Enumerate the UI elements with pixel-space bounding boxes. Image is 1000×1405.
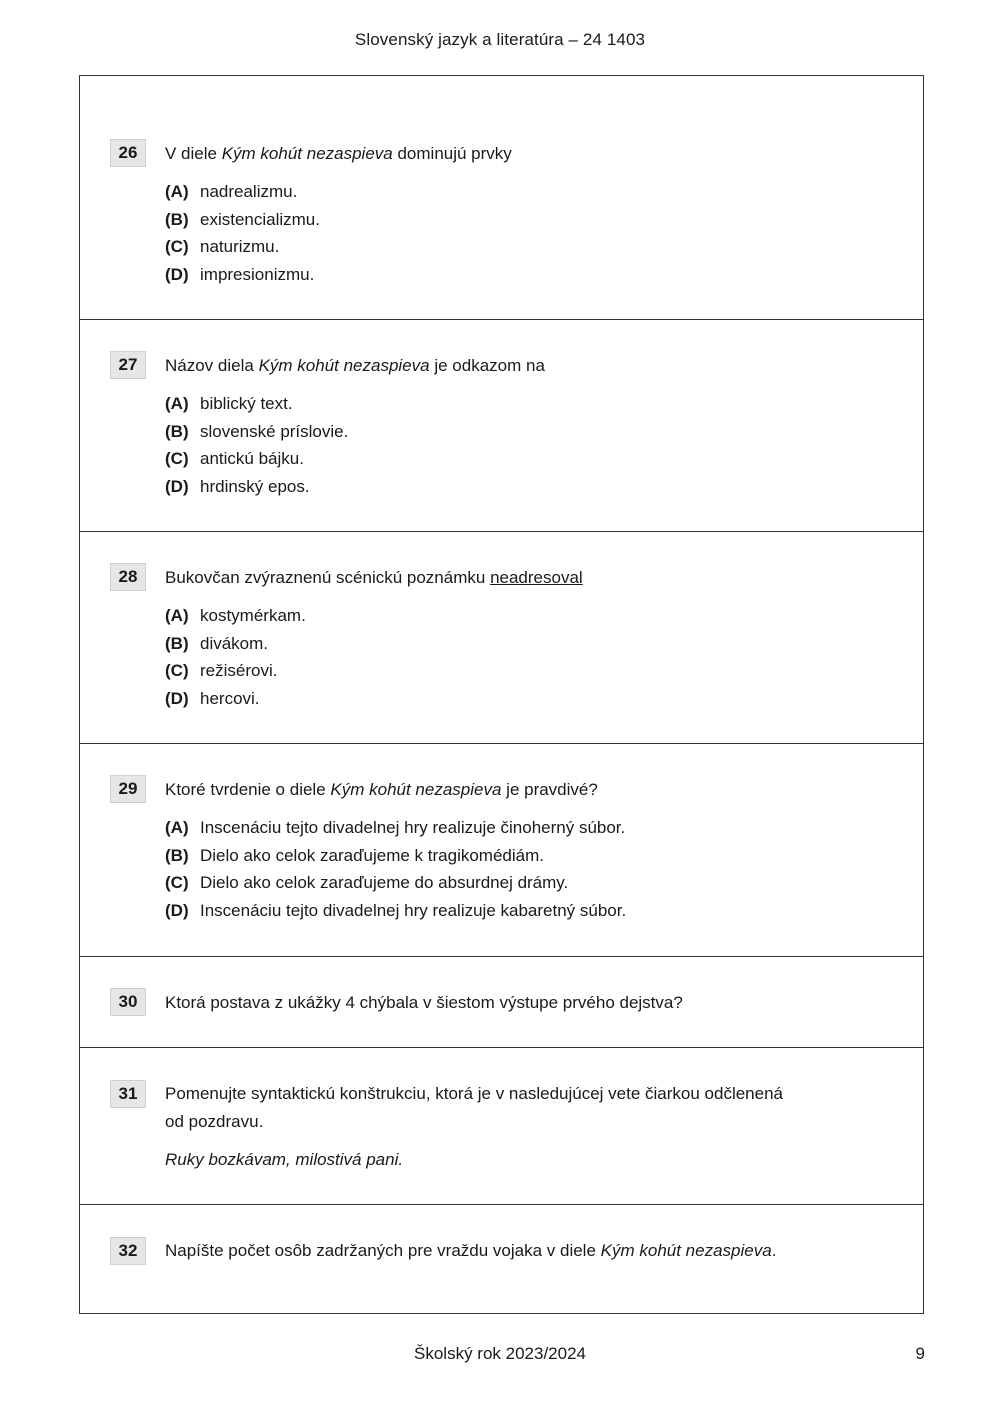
option-text: antickú bájku. xyxy=(200,449,304,469)
stem-line: od pozdravu. xyxy=(165,1112,264,1131)
question-29 xyxy=(80,744,923,957)
answer-option-a[interactable] xyxy=(165,602,883,630)
stem-text: Názov diela xyxy=(165,356,259,375)
option-text: biblický text. xyxy=(200,394,293,413)
page-header: Slovenský jazyk a literatúra – 24 1403 xyxy=(354,30,646,49)
answer-option-c[interactable] xyxy=(165,233,883,261)
answer-option-d[interactable] xyxy=(165,261,883,289)
stem-text: V diele xyxy=(165,144,222,163)
stem-underlined-word: neadresoval xyxy=(490,568,583,587)
question-stem xyxy=(165,1080,863,1136)
answer-options xyxy=(165,814,883,925)
question-number: 32 xyxy=(110,1237,146,1265)
option-label: (A) xyxy=(165,394,189,413)
option-text: slovenské príslovie. xyxy=(200,421,349,441)
option-text: existencializmu. xyxy=(200,209,320,229)
option-text: naturizmu. xyxy=(200,237,280,257)
answer-option-c[interactable] xyxy=(165,657,883,685)
option-label: (C) xyxy=(165,661,189,681)
example-sentence: Ruky bozkávam, milostivá pani. xyxy=(165,1150,404,1169)
option-text: Dielo ako celok zaraďujeme k tragikomédiám. xyxy=(200,845,544,865)
option-label: (D) xyxy=(165,265,189,285)
stem-text: Bukovčan zvýraznenú scénickú poznámku xyxy=(165,568,491,587)
questions-frame xyxy=(79,75,924,1314)
option-text: Inscenáciu tejto divadelnej hry realizuje kabaretný súbor. xyxy=(200,901,627,921)
answer-option-d[interactable] xyxy=(165,685,883,713)
question-number: 27 xyxy=(110,351,146,379)
page-number: 9 xyxy=(915,1344,925,1363)
option-text: režisérovi. xyxy=(200,661,278,681)
answer-option-b[interactable] xyxy=(165,842,883,870)
question-28 xyxy=(80,532,923,744)
stem-text: Napíšte počet osôb zadržaných pre vraždu vojaka v diele xyxy=(165,1241,601,1260)
answer-option-a[interactable] xyxy=(165,814,883,842)
stem-line: Pomenujte syntaktickú konštrukciu, ktorá je v nasledujúcej vete čiarkou odčlenená xyxy=(165,1084,784,1103)
stem-text: dominujú prvky xyxy=(392,144,512,163)
question-stem: Ktorá postava z ukážky 4 chýbala v šiestom výstupe prvého dejstva? xyxy=(165,993,683,1012)
option-label: (A) xyxy=(165,182,189,201)
option-text: impresionizmu. xyxy=(200,265,315,285)
question-31 xyxy=(80,1048,923,1205)
question-30 xyxy=(80,957,923,1048)
question-number: 28 xyxy=(110,563,146,591)
option-text: Dielo ako celok zaraďujeme do absurdnej drámy. xyxy=(200,873,569,893)
question-number: 29 xyxy=(110,775,146,803)
option-text: hrdinský epos. xyxy=(200,477,310,497)
question-26 xyxy=(80,76,923,320)
question-32 xyxy=(80,1205,923,1313)
question-stem xyxy=(165,140,863,168)
option-label: (B) xyxy=(165,633,189,653)
answer-options xyxy=(165,390,883,501)
question-number: 30 xyxy=(110,988,146,1016)
stem-title: Kým kohút nezaspieva xyxy=(600,1241,772,1260)
option-label: (B) xyxy=(165,421,189,441)
answer-option-a[interactable] xyxy=(165,178,883,206)
question-stem xyxy=(165,564,863,592)
option-label: (A) xyxy=(165,606,189,625)
stem-title: Kým kohút nezaspieva xyxy=(258,356,430,375)
question-stem xyxy=(165,1237,863,1265)
stem-text: Ktoré tvrdenie o diele xyxy=(165,780,331,799)
option-label: (C) xyxy=(165,449,189,469)
question-stem xyxy=(165,352,863,380)
option-label: (A) xyxy=(165,818,189,837)
answer-option-c[interactable] xyxy=(165,869,883,897)
answer-option-d[interactable] xyxy=(165,897,883,925)
option-label: (D) xyxy=(165,477,189,497)
option-text: divákom. xyxy=(200,633,269,653)
stem-text: je pravdivé? xyxy=(501,780,598,799)
option-label: (B) xyxy=(165,209,189,229)
option-text: nadrealizmu. xyxy=(200,182,298,201)
answer-options xyxy=(165,602,883,713)
answer-option-b[interactable] xyxy=(165,630,883,658)
option-label: (C) xyxy=(165,237,189,257)
option-label: (B) xyxy=(165,845,189,865)
option-label: (D) xyxy=(165,689,189,709)
option-label: (C) xyxy=(165,873,189,893)
option-text: hercovi. xyxy=(200,689,260,709)
stem-text: je odkazom na xyxy=(429,356,545,375)
option-label: (D) xyxy=(165,901,189,921)
stem-title: Kým kohút nezaspieva xyxy=(330,780,502,799)
stem-title: Kým kohút nezaspieva xyxy=(221,144,393,163)
question-number: 31 xyxy=(110,1080,146,1108)
answer-options xyxy=(165,178,883,289)
answer-option-b[interactable] xyxy=(165,418,883,446)
stem-text: . xyxy=(771,1241,777,1260)
question-27 xyxy=(80,320,923,532)
question-stem xyxy=(165,776,863,804)
question-number: 26 xyxy=(110,139,146,167)
option-text: Inscenáciu tejto divadelnej hry realizuje činoherný súbor. xyxy=(200,818,626,837)
answer-option-a[interactable] xyxy=(165,390,883,418)
answer-option-d[interactable] xyxy=(165,473,883,501)
answer-option-b[interactable] xyxy=(165,206,883,234)
option-text: kostymérkam. xyxy=(200,606,306,625)
page-footer: Školský rok 2023/2024 xyxy=(414,1344,586,1363)
answer-option-c[interactable] xyxy=(165,445,883,473)
